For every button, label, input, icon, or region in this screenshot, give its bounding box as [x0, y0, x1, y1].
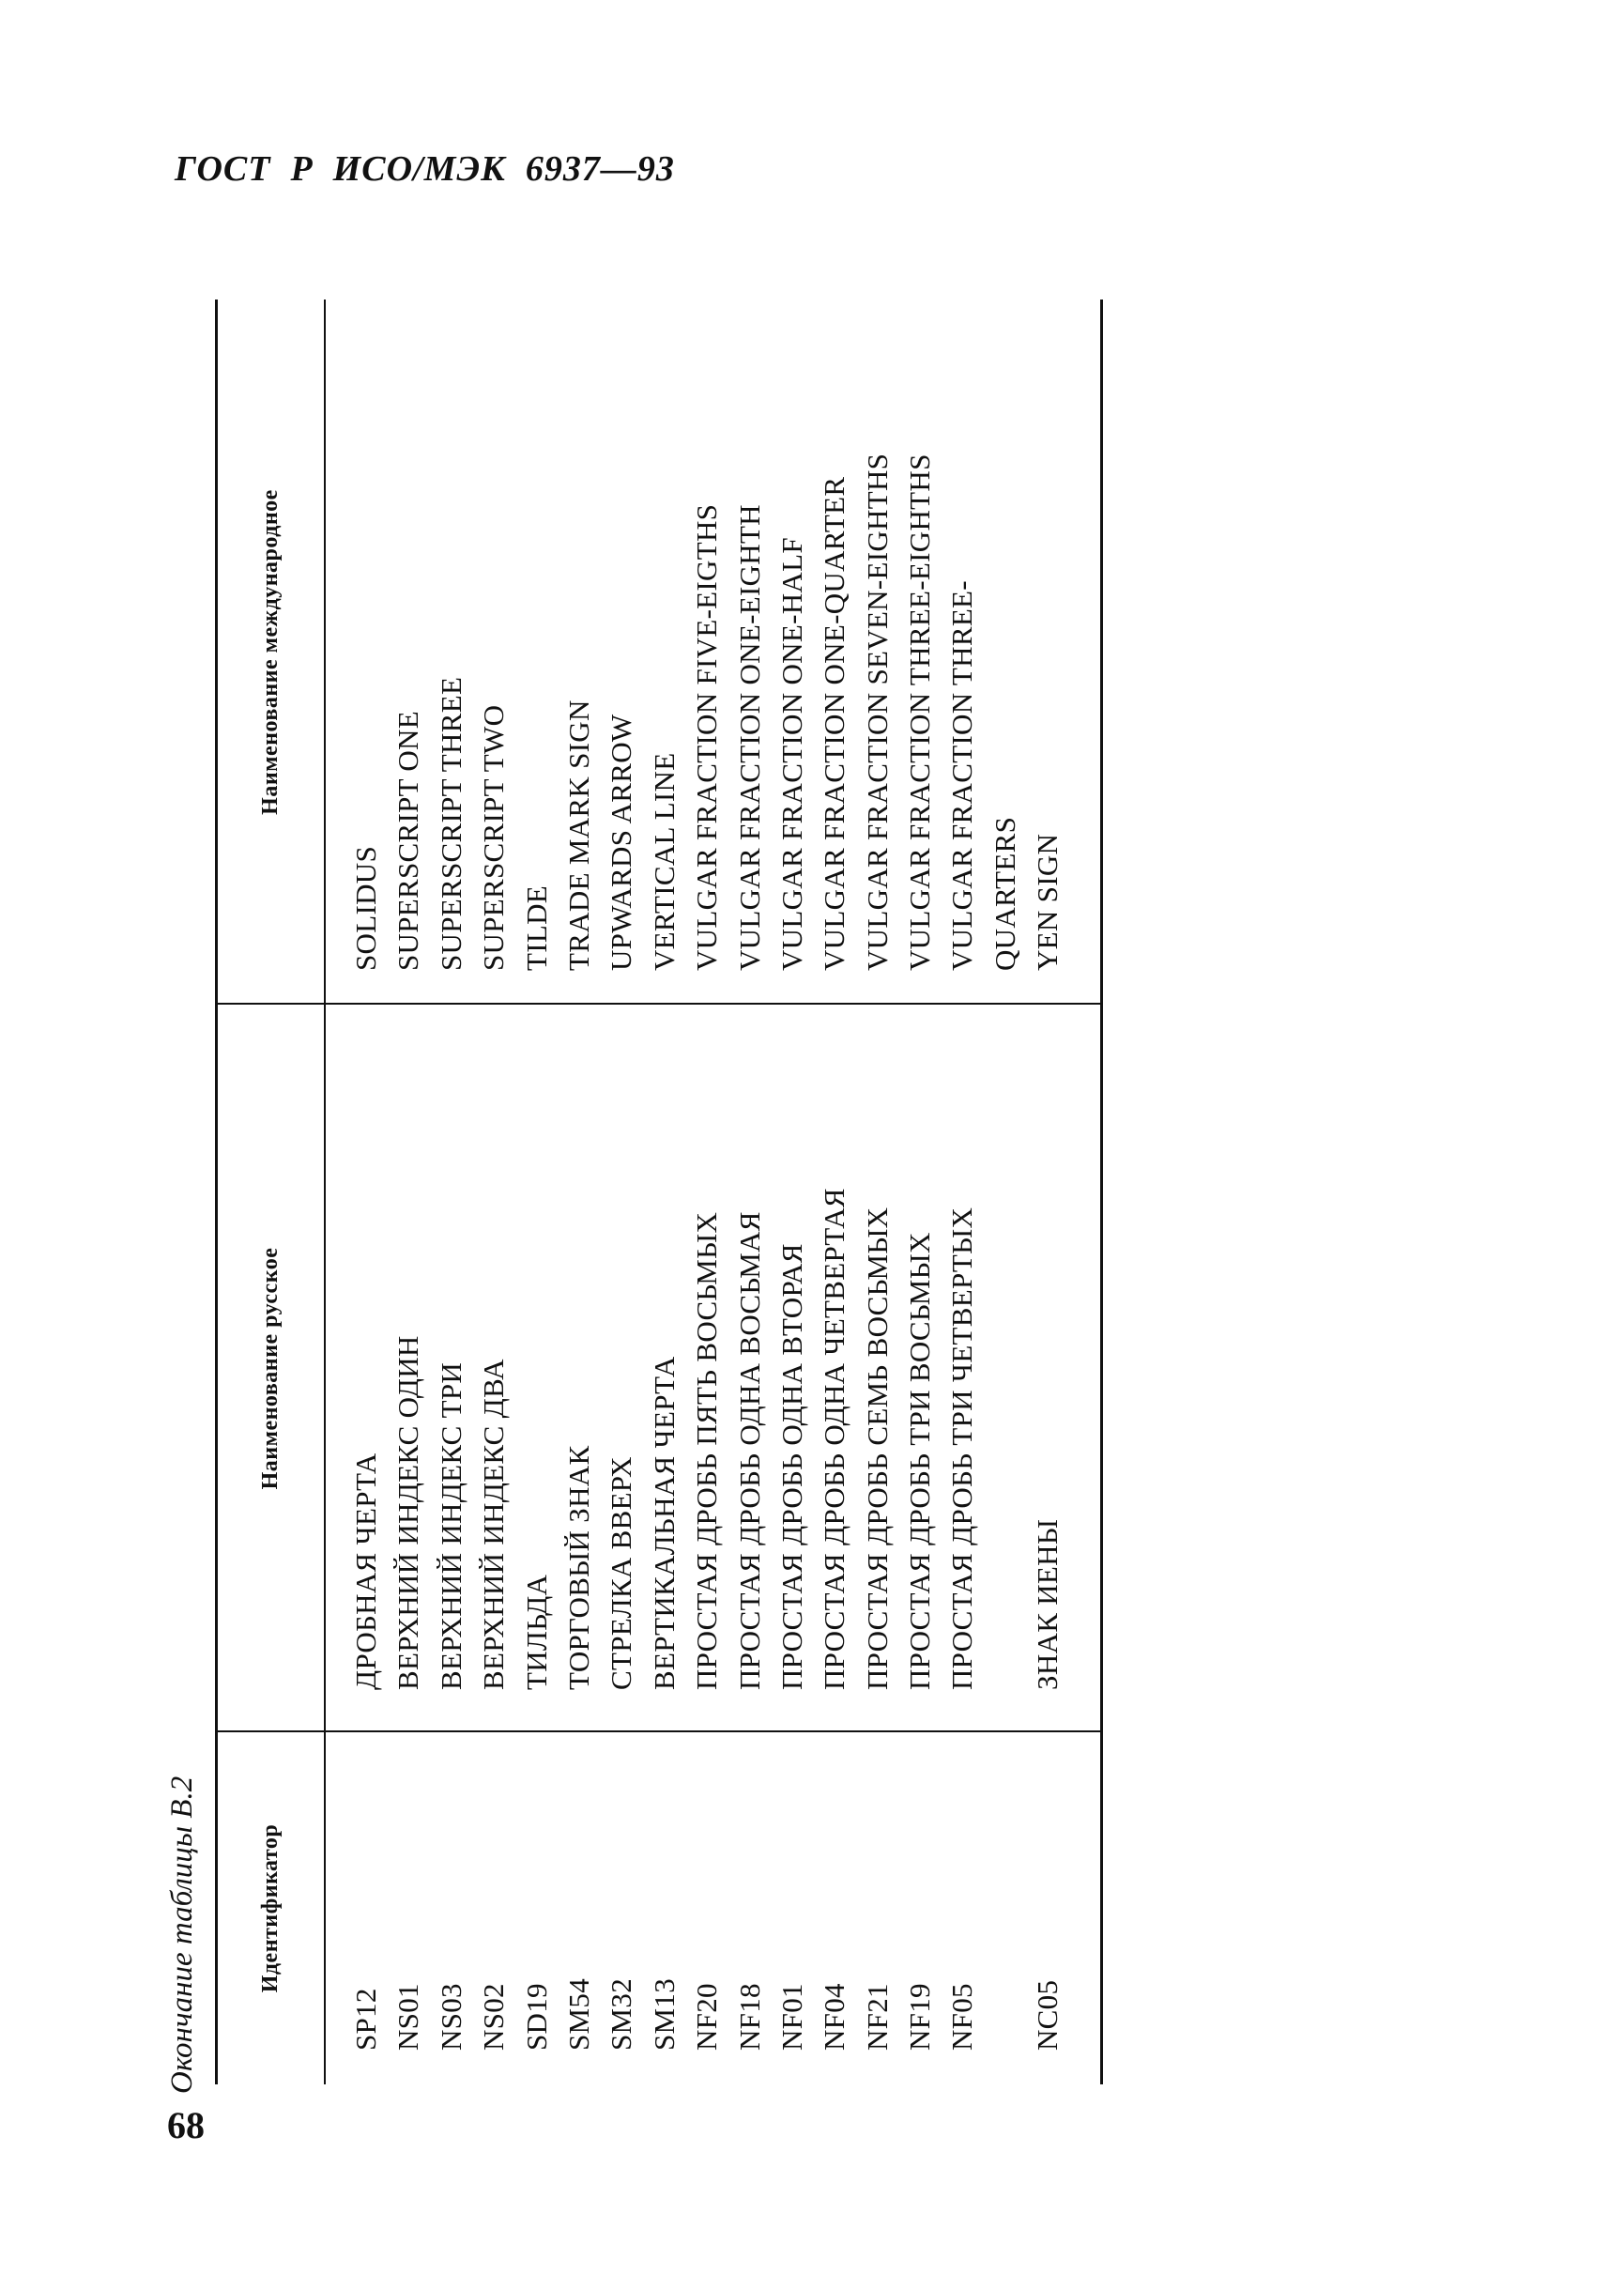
- table-cell-intl: VULGAR FRACTION FIVE-EIGTHS: [690, 503, 724, 971]
- table-cell-ru: ПРОСТАЯ ДРОБЬ ТРИ ЧЕТВЕРТЫХ: [945, 1206, 979, 1690]
- table-cell-id: NF04: [818, 1983, 851, 2051]
- table-cell-ru: ТОРГОВЫЙ ЗНАК: [561, 1445, 595, 1690]
- table-cell-intl: TRADE MARK SIGN: [561, 699, 595, 971]
- table-cell-intl: VERTICAL LINE: [647, 752, 681, 971]
- table-cell-id: SP12: [349, 1988, 382, 2051]
- table-cell-intl: SUPERSCRIPT THREE: [434, 676, 467, 971]
- table-cell-intl: UPWARDS ARROW: [605, 714, 638, 971]
- table-cell-intl: YEN SIGN: [1031, 833, 1065, 971]
- column-body-russian-name: [324, 1005, 1069, 1732]
- table-cell-intl: VULGAR FRACTION THREE-EIGHTHS: [903, 453, 937, 971]
- column-body-international-name: [324, 300, 1069, 1005]
- table-cell-id: NC05: [1031, 1979, 1065, 2051]
- document-header: ГОСТ Р ИСО/МЭК 6937—93: [175, 149, 675, 189]
- table-cell-id: [984, 1732, 1026, 2084]
- table-cell-id: NF19: [903, 1983, 937, 2051]
- table-cell-ru: ПРОСТАЯ ДРОБЬ ОДНА ВТОРАЯ: [774, 1243, 808, 1690]
- table-cell-ru: ВЕРХНИЙ ИНДЕКС ОДИН: [391, 1335, 425, 1690]
- column-header-russian-name: Наименование русское: [258, 1247, 283, 1490]
- table-cell-intl: TILDE: [519, 884, 553, 971]
- table-cell-intl: VULGAR FRACTION ONE-QUARTER: [818, 476, 851, 971]
- table-cell-id: SM13: [647, 1977, 681, 2051]
- column-body-identifier: [324, 1732, 1069, 2084]
- table-cell-intl: SUPERSCRIPT ONE: [391, 711, 425, 971]
- table-cell-ru: СТРЕЛКА ВВЕРХ: [605, 1456, 638, 1690]
- table-cell-id: NS01: [391, 1983, 425, 2051]
- column-identifier: [218, 1732, 1100, 2084]
- table-cell-ru: ЗНАК ИЕНЫ: [1031, 1518, 1065, 1690]
- table-cell-intl: SOLIDUS: [349, 845, 382, 971]
- column-russian-name: [218, 1005, 1100, 1732]
- column-international-name: [218, 300, 1100, 1005]
- table-cell-id: NF01: [774, 1983, 808, 2051]
- table-caption: Окончание таблицы В.2: [165, 1775, 199, 2094]
- table-cell-ru: [984, 1005, 1026, 1732]
- table-cell-id: NS03: [434, 1983, 467, 2051]
- table-cell-intl: VULGAR FRACTION ONE-HALF: [774, 537, 808, 971]
- table-cell-intl: VULGAR FRACTION SEVEN-EIGHTHS: [860, 453, 894, 971]
- column-header-identifier: Идентификатор: [258, 1823, 283, 1993]
- table-cell-ru: ДРОБНАЯ ЧЕРТА: [349, 1452, 382, 1690]
- table-cell-id: NF05: [945, 1983, 979, 2051]
- table-cell-id: NF18: [732, 1983, 766, 2051]
- table-cell-ru: ВЕРТИКАЛЬНАЯ ЧЕРТА: [647, 1356, 681, 1690]
- table-cell-intl: VULGAR FRACTION ONE-EIGHTH: [732, 504, 766, 971]
- table-cell-id: SD19: [519, 1983, 553, 2051]
- table-cell-id: NF20: [690, 1983, 724, 2051]
- table-cell-id: SM32: [605, 1977, 638, 2051]
- table-cell-intl: SUPERSCRIPT TWO: [477, 704, 511, 971]
- table-cell-intl: QUARTERS: [988, 816, 1021, 971]
- table-cell-id: NS02: [477, 1983, 511, 2051]
- table-cell-ru: ПРОСТАЯ ДРОБЬ ТРИ ВОСЬМЫХ: [903, 1232, 937, 1690]
- table-cell-ru: ТИЛЬДА: [519, 1574, 553, 1690]
- table-cell-ru: ВЕРХНИЙ ИНДЕКС ТРИ: [434, 1361, 467, 1690]
- column-header-international-name: Наименование международное: [258, 489, 283, 815]
- data-table: [215, 300, 1103, 2084]
- table-cell-id: SM54: [561, 1977, 595, 2051]
- table-cell-ru: ПРОСТАЯ ДРОБЬ ПЯТЬ ВОСЬМЫХ: [690, 1211, 724, 1690]
- table-cell-ru: ПРОСТАЯ ДРОБЬ ОДНА ЧЕТВЕРТАЯ: [818, 1188, 851, 1690]
- table-cell-ru: ВЕРХНИЙ ИНДЕКС ДВА: [477, 1359, 511, 1690]
- table-cell-ru: ПРОСТАЯ ДРОБЬ СЕМЬ ВОСЬМЫХ: [860, 1206, 894, 1690]
- table-cell-ru: ПРОСТАЯ ДРОБЬ ОДНА ВОСЬМАЯ: [732, 1211, 766, 1690]
- table-cell-intl: VULGAR FRACTION THREE-: [945, 580, 979, 971]
- page-number: 68: [167, 2104, 205, 2146]
- rotated-table-block: [165, 296, 1104, 2094]
- table-cell-id: NF21: [860, 1983, 894, 2051]
